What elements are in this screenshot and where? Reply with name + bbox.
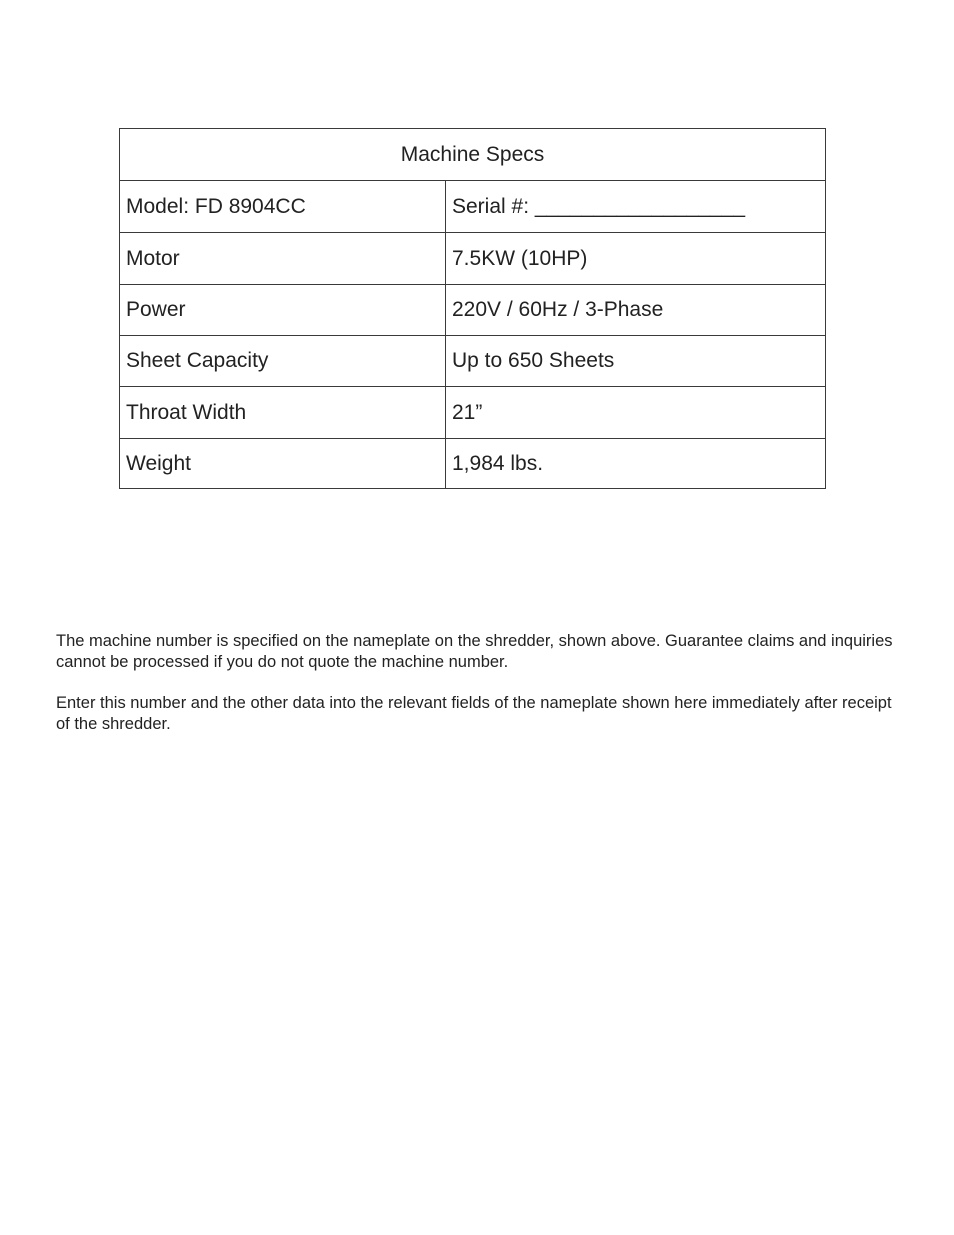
spec-value: 21” bbox=[446, 387, 826, 439]
spec-value: Up to 650 Sheets bbox=[446, 336, 826, 387]
spec-label: Weight bbox=[120, 439, 446, 489]
note-paragraph-enter-data: Enter this number and the other data into the relevant fields of the nameplate shown here immediately after receipt of the shredder. bbox=[56, 694, 892, 733]
table-row-sheet-capacity bbox=[120, 336, 826, 387]
notes-section bbox=[56, 631, 896, 755]
table-row-weight bbox=[120, 439, 826, 489]
spec-label: Motor bbox=[120, 233, 446, 285]
table-row-model bbox=[120, 181, 826, 233]
spec-label: Throat Width bbox=[120, 387, 446, 439]
spec-value: Serial #: __________________ bbox=[446, 181, 826, 233]
table-row-motor bbox=[120, 233, 826, 285]
table-title: Machine Specs bbox=[120, 129, 826, 181]
spec-label: Sheet Capacity bbox=[120, 336, 446, 387]
spec-label: Model: FD 8904CC bbox=[120, 181, 446, 233]
machine-specs-table bbox=[119, 128, 826, 489]
note-paragraph-machine-number: The machine number is specified on the nameplate on the shredder, shown above. Guarantee claims and inquiries cannot be processed if you do not quote the machine number. bbox=[56, 632, 893, 671]
table-row-throat-width bbox=[120, 387, 826, 439]
spec-value: 7.5KW (10HP) bbox=[446, 233, 826, 285]
table-row-power bbox=[120, 285, 826, 336]
spec-label: Power bbox=[120, 285, 446, 336]
spec-value: 220V / 60Hz / 3-Phase bbox=[446, 285, 826, 336]
spec-value: 1,984 lbs. bbox=[446, 439, 826, 489]
